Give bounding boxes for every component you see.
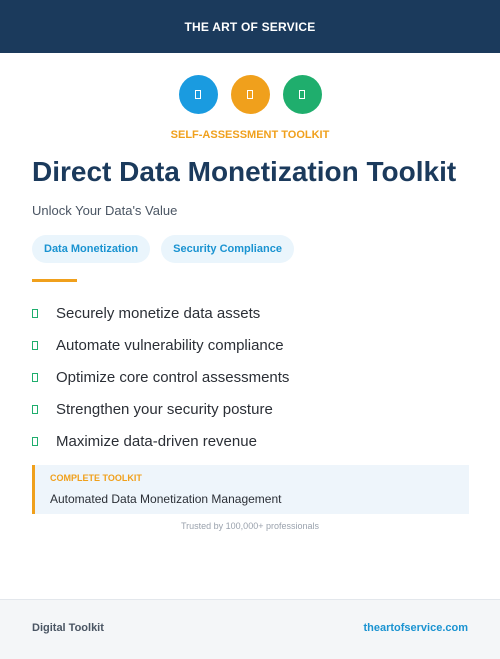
brand-name: THE ART OF SERVICE [184,19,316,34]
website-link[interactable]: theartofservice.com [363,622,468,634]
feature-item [32,425,289,457]
feature-text: Securely monetize data assets [56,304,261,322]
check-icon [32,405,38,414]
callout-label: COMPLETE TOOLKIT [50,473,142,483]
footer-label: Digital Toolkit [32,622,104,634]
feature-item [32,297,289,329]
page-subtitle: Unlock Your Data's Value [32,203,178,218]
check-icon [32,437,38,446]
green-circle-document-icon [283,75,322,114]
check-icon [32,373,38,382]
page-title: Direct Data Monetization Toolkit [32,156,457,187]
check-icon [32,341,38,350]
feature-item [32,329,289,361]
document-icon [247,90,253,99]
document-icon [195,90,201,99]
tag-list [32,235,294,263]
brand-bar [0,0,500,53]
feature-item [32,361,289,393]
blue-circle-document-icon [179,75,218,114]
tag-data-monetization: Data Monetization [32,235,150,263]
complete-toolkit-callout [32,465,469,514]
footer [0,599,500,659]
kicker-label: SELF-ASSESSMENT TOOLKIT [170,129,330,141]
accent-divider [32,279,77,282]
trusted-note: Trusted by 100,000+ professionals [180,521,319,531]
icon-row [0,75,500,114]
feature-list [32,297,289,457]
document-icon [299,90,305,99]
feature-item [32,393,289,425]
orange-circle-document-icon [231,75,270,114]
callout-text: Automated Data Monetization Management [50,492,282,506]
check-icon [32,309,38,318]
tag-security-compliance: Security Compliance [161,235,294,263]
feature-text: Optimize core control assessments [56,368,290,386]
feature-text: Automate vulnerability compliance [56,336,284,354]
feature-text: Strengthen your security posture [56,400,273,418]
feature-text: Maximize data-driven revenue [56,432,257,450]
